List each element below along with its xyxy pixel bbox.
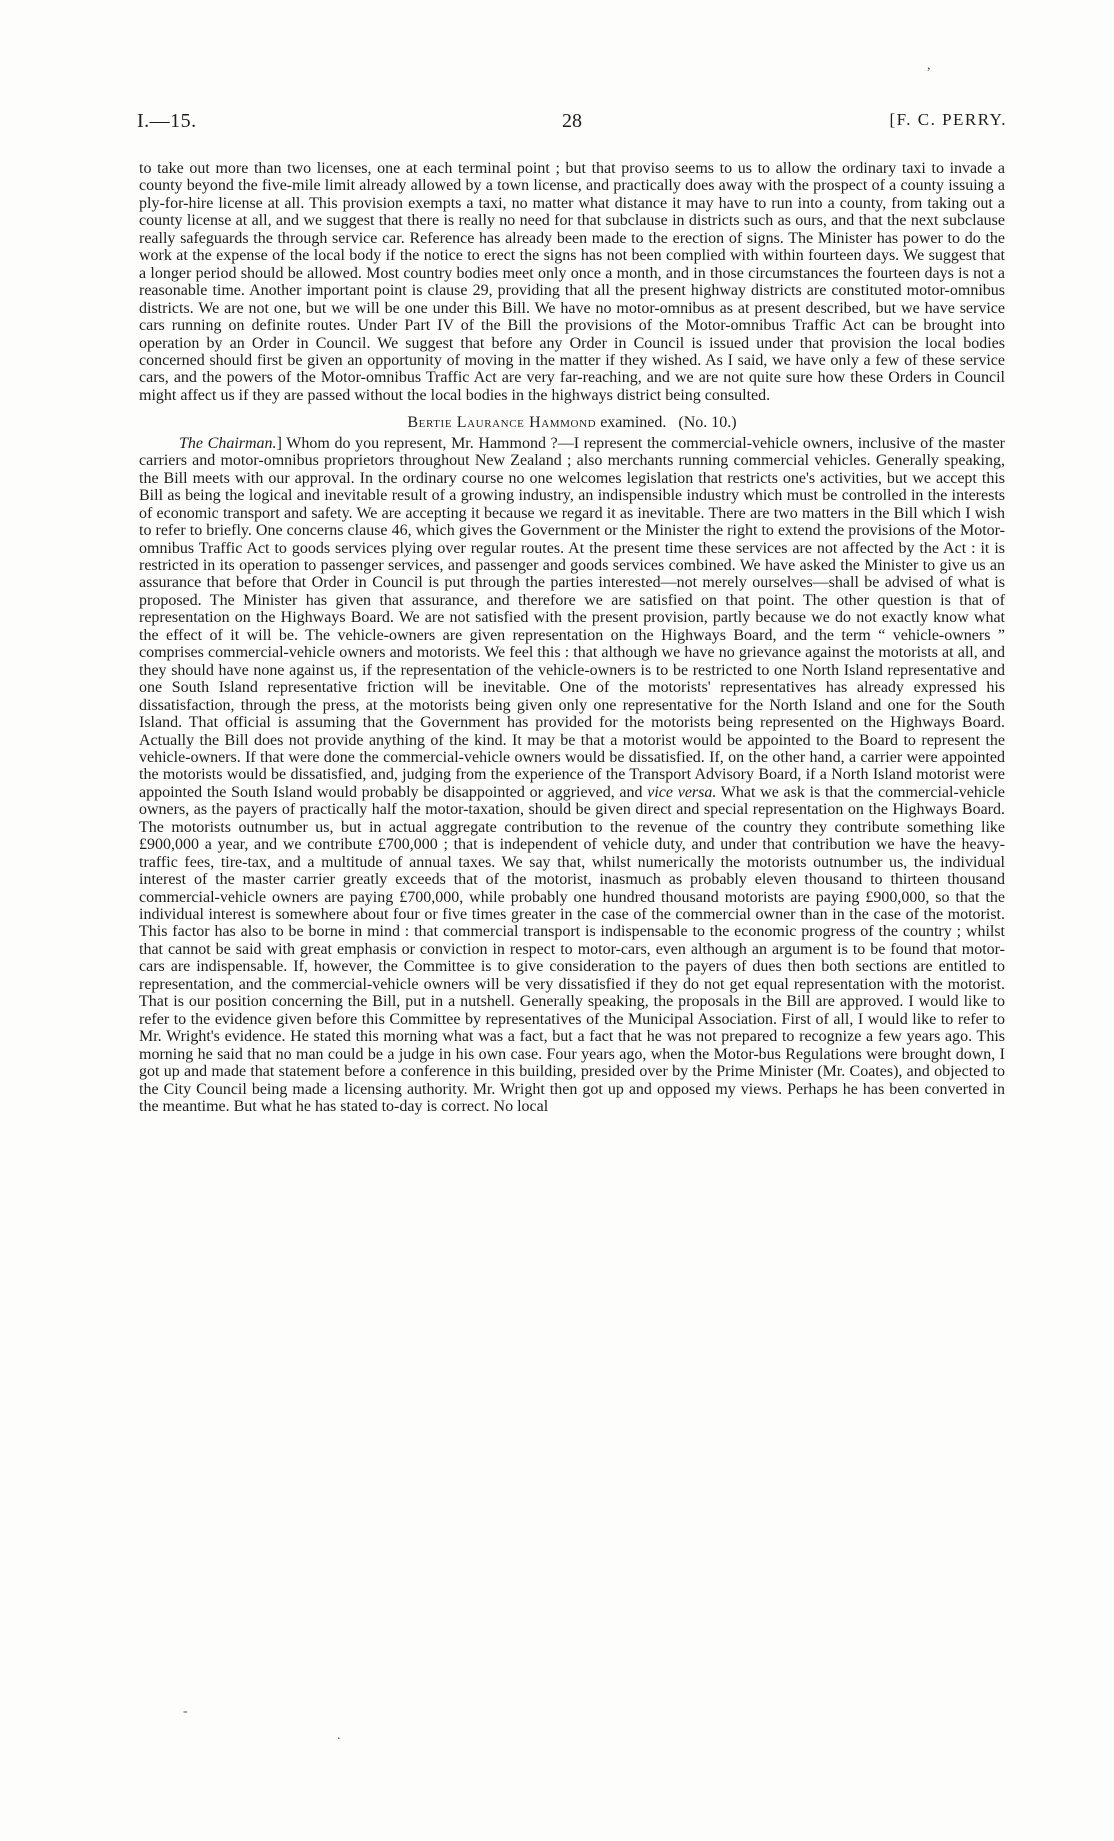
document-reference: I.—15. (137, 110, 197, 132)
evidence-text-part-1: Whom do you represent, Mr. Hammond ?—I represent the commercial-vehicle owners, inclusive of the master carriers and motor-omnibus proprietors throughout New Zealand ; also merchants running commercial vehicles. Generally speaking, the Bill meets with our approval. In the ordinary course no one welcomes legislation that restricts one's activities, but we accept this Bill as being the logical and inevitable result of a growing industry, an indispensible industry which must be controlled in the interests of economic transport and safety. We are accepting it because we regard it as inevitable. There are two matters in the Bill which I wish to refer to briefly. One concerns clause 46, which gives the Government or the Minister the right to extend the provisions of the Motor-omnibus Traffic Act to goods services plying over regular routes. At the present time these services are not affected by the Act : it is restricted in its operation to passenger services, and passenger and goods services combined. We have asked the Minister to give us an assurance that before that Order in Council is put through the parties interested—not merely ourselves—shall be advised of what is proposed. The Minister has given that assurance, and therefore we are satisfied on that point. The other question is that of representation on the Highways Board. We are not satisfied with the present provision, partly because we do not exactly know what the effect of it will be. The vehicle-owners are given representation on the Highways Board, and the term “ vehicle-owners ” comprises commercial-vehicle owners and motorists. We feel this : that although we have no grievance against the motorists at all, and they should have none against us, if the representation of the vehicle-owners is to be restricted to one North Island representative and one South Island representative friction will be inevitable. One of the motorists' representatives has already expressed his dissatisfaction, through the press, at the motorists being given only one representative for the North Island and one for the South Island. That official is assuming that the Government has provided for the motorists being represented on the Highways Board. Actually the Bill does not provide anything of the kind. It may be that a motorist would be appointed to the Board to represent the vehicle-owners. If that were done the commercial-vehicle owners would be dissatisfied. If, on the other hand, a carrier were appointed the motorists would be dissatisfied, and, judging from the experience of the Transport Advisory Board, if a North Island motorist were appointed the South Island would probably be disappointed or aggrieved, and (139, 434, 1005, 801)
page-mark-dot: . (337, 1728, 341, 1743)
evidence-paragraph (139, 435, 1005, 1116)
speaker-label: The Chairman. (179, 434, 277, 452)
witness-number: (No. 10.) (678, 414, 737, 432)
continuation-paragraph: to take out more than two licenses, one at each terminal point ; but that proviso seems to us to allow the ordinary taxi to invade a county beyond the five-mile limit already allowed by a town license, and practically does away with the prospect of a county issuing a ply-for-hire license at all. This provision exempts a taxi, no matter what distance it may have to run into a county, from taking out a county license at all, and we suggest that there is really no need for that subclause in districts such as ours, and that the next subclause really safeguards the through service car. Reference has already been made to the erection of signs. The Minister has power to do the work at the expense of the local body if the notice to erect the signs has not been complied with within fourteen days. We suggest that a longer period should be allowed. Most country bodies meet only once a month, and in those circumstances the fourteen days is not a reasonable time. Another important point is clause 29, providing that all the present highway districts are constituted motor-omnibus districts. We are not one, but we will be one under this Bill. We have no motor-omnibus as at present described, but we have service cars running on definite routes. Under Part IV of the Bill the provisions of the Motor-omnibus Traffic Act can be brought into operation by an Order in Council. We suggest that before any Order in Council is issued under that provision the local bodies concerned should first be given an opportunity of moving in the matter if they wished. As I said, we have only a few of these service cars, and the powers of the Motor-omnibus Traffic Act are very far-reaching, and we are not quite sure how these Orders in Council might affect us if they are passed without the local bodies in the highways district being consulted. (139, 160, 1005, 404)
page-mark-comma: , (927, 58, 931, 73)
witness-heading (139, 414, 1005, 431)
page-mark-dash: - (183, 1704, 188, 1719)
document-body (139, 160, 1005, 1115)
page-number: 28 (562, 110, 582, 132)
page-header (137, 110, 1007, 136)
evidence-text-part-2: What we ask is that the commercial-vehicle owners, as the payers of practically half the motor-taxation, should be given direct and special representation on the Highways Board. The motorists outnumber us, but in actual aggregate contribution to the revenue of the country they contribute something like £900,000 a year, and we contribute £700,000 ; that is independent of vehicle duty, and under that contribution we have the heavy-traffic fees, tire-tax, and a multitude of annual taxes. We say that, whilst numerically the motorists outnumber us, the individual interest of the master carrier greatly exceeds that of the motorist, inasmuch as probably eleven thousand to thirteen thousand commercial-vehicle owners are paying £700,000, while probably one hundred thousand motorists are paying £900,000, so that the individual interest is somewhere about four or five times greater in the case of the commercial owner than in the case of the motorist. This factor has also to be borne in mind : that commercial transport is indispensable to the economic progress of the country ; whilst that cannot be said with great emphasis or conviction in respect to motor-cars, even although an argument is to be found that motor-cars are indispensable. If, however, the Committee is to give consideration to the payers of dues then both sections are entitled to representation, and the commercial-vehicle owners will be very dissatisfied if they do not get equal representation with the motorist. That is our position concerning the Bill, put in a nutshell. Generally speaking, the proposals in the Bill are approved. I would like to refer to the evidence given before this Committee by representatives of the Municipal Association. First of all, I would like to refer to Mr. Wright's evidence. He stated this morning what was a fact, but a fact that he was not prepared to recognize a few years ago. This morning he said that no man could be a judge in his own case. Four years ago, when the Motor-bus Regulations were brought down, I got up and made that statement before a conference in this building, presided over by the Prime Minister (Mr. Coates), and objected to the City Council being made a licensing authority. Mr. Wright then got up and opposed my views. Perhaps he has been converted in the meantime. But what he has stated to-day is correct. No local (139, 783, 1005, 1116)
witness-running-head: [F. C. PERRY. (889, 110, 1007, 129)
latin-phrase: vice versa. (647, 783, 717, 801)
speaker-bracket: ] (276, 434, 282, 452)
witness-examined: examined. (600, 414, 667, 432)
witness-name: Bertie Laurance Hammond (407, 414, 597, 432)
